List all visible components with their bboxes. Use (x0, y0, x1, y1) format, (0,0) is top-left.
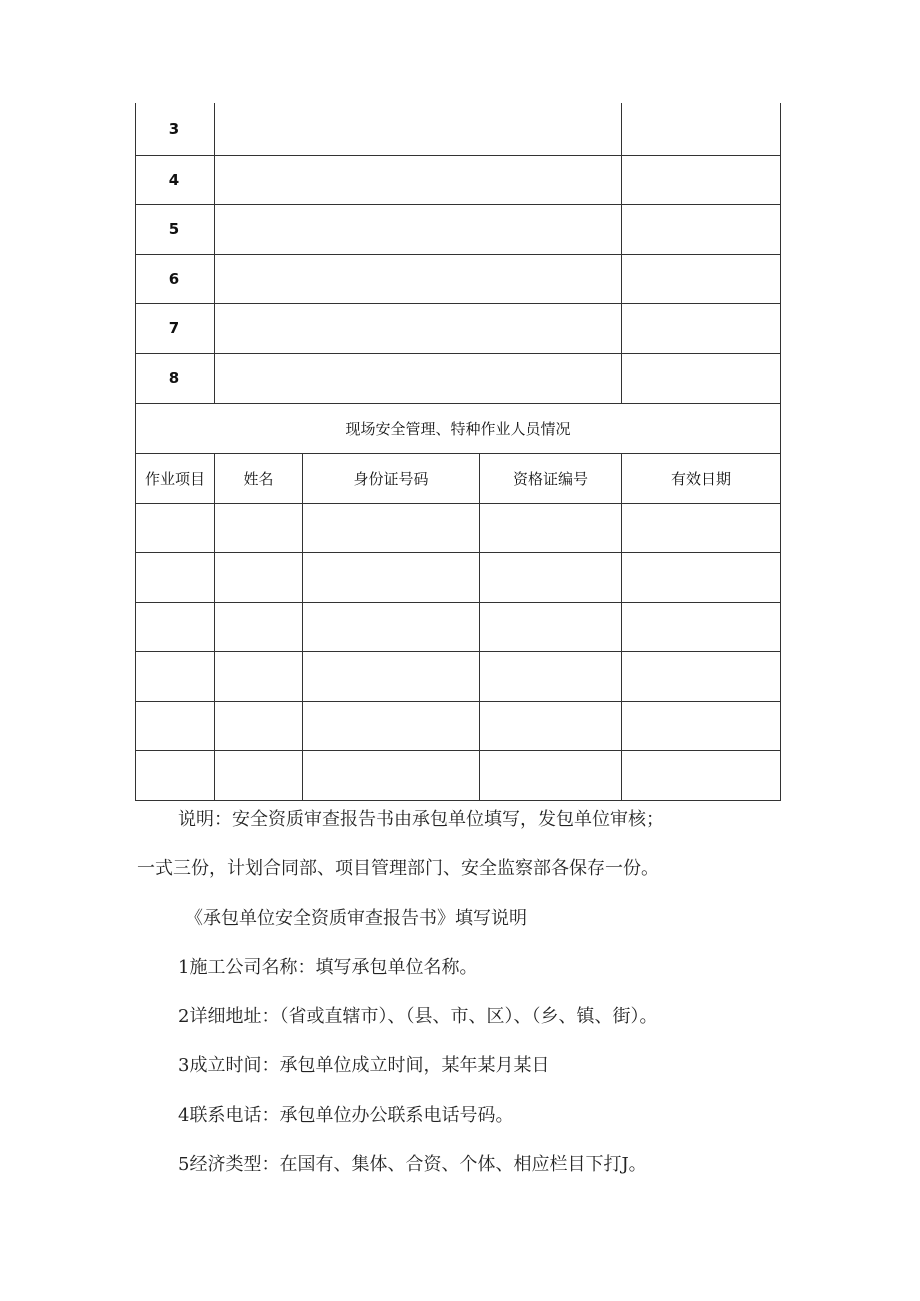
instruction-item: 1施工公司名称：填写承包单位名称。 (178, 957, 478, 978)
row-number-cell (136, 353, 215, 403)
personnel-cell[interactable] (303, 503, 480, 552)
personnel-cell[interactable] (622, 651, 781, 701)
item-content-cell[interactable] (215, 155, 622, 204)
column-header-name: 姓名 (215, 453, 303, 503)
personnel-cell[interactable] (480, 602, 622, 651)
personnel-cell[interactable] (480, 701, 622, 750)
personnel-header-row (136, 453, 781, 503)
personnel-cell[interactable] (480, 552, 622, 602)
item-row (136, 155, 781, 204)
row-number: 6 (168, 269, 180, 288)
personnel-cell[interactable] (215, 750, 303, 800)
column-header-id-number: 身份证号码 (303, 453, 480, 503)
personnel-cell[interactable] (622, 701, 781, 750)
personnel-row (136, 701, 781, 750)
personnel-cell[interactable] (215, 503, 303, 552)
row-number: 5 (168, 220, 180, 238)
instruction-item: 4联系电话：承包单位办公联系电话号码。 (178, 1105, 514, 1126)
instructions-heading: 《承包单位安全资质审查报告书》填写说明 (185, 908, 527, 929)
column-header-certificate-number: 资格证编号 (480, 453, 622, 503)
column-header-work-item: 作业项目 (136, 453, 215, 503)
personnel-row (136, 602, 781, 651)
section-title-row (136, 403, 781, 453)
instruction-item: 3成立时间：承包单位成立时间，某年某月某日 (178, 1055, 550, 1076)
personnel-cell[interactable] (215, 602, 303, 651)
item-extra-cell[interactable] (622, 204, 781, 254)
personnel-cell[interactable] (215, 552, 303, 602)
row-number-cell (136, 155, 215, 204)
personnel-row (136, 651, 781, 701)
row-number: 8 (168, 369, 180, 387)
row-number: 3 (168, 119, 180, 138)
personnel-cell[interactable] (480, 750, 622, 800)
personnel-cell[interactable] (136, 602, 215, 651)
personnel-cell[interactable] (303, 750, 480, 800)
row-number-cell (136, 204, 215, 254)
section-title: 现场安全管理、特种作业人员情况 (136, 403, 781, 453)
item-content-cell[interactable] (215, 353, 622, 403)
column-header-valid-date: 有效日期 (622, 453, 781, 503)
personnel-cell[interactable] (622, 602, 781, 651)
item-extra-cell[interactable] (622, 103, 781, 155)
item-content-cell[interactable] (215, 303, 622, 353)
row-number-cell (136, 103, 215, 155)
personnel-cell[interactable] (303, 651, 480, 701)
row-number-cell (136, 254, 215, 303)
personnel-cell[interactable] (136, 552, 215, 602)
personnel-row (136, 503, 781, 552)
item-extra-cell[interactable] (622, 155, 781, 204)
qualification-form-table (135, 103, 781, 801)
item-row (136, 254, 781, 303)
instruction-item: 2详细地址：（省或直辖市）、（县、市、区）、（乡、镇、街）。 (178, 1006, 658, 1027)
row-number-cell (136, 303, 215, 353)
personnel-row (136, 750, 781, 800)
personnel-cell[interactable] (303, 552, 480, 602)
item-extra-cell[interactable] (622, 353, 781, 403)
personnel-cell[interactable] (303, 602, 480, 651)
personnel-cell[interactable] (136, 503, 215, 552)
item-extra-cell[interactable] (622, 254, 781, 303)
personnel-cell[interactable] (480, 503, 622, 552)
personnel-cell[interactable] (215, 651, 303, 701)
instruction-item: 5经济类型：在国有、集体、合资、个体、相应栏目下打J。 (178, 1154, 647, 1175)
personnel-cell[interactable] (136, 750, 215, 800)
note-line-1: 说明：安全资质审查报告书由承包单位填写，发包单位审核； (178, 809, 664, 830)
note-line-2: 一式三份，计划合同部、项目管理部门、安全监察部各保存一份。 (137, 858, 659, 879)
personnel-row (136, 552, 781, 602)
item-extra-cell[interactable] (622, 303, 781, 353)
item-row (136, 303, 781, 353)
personnel-cell[interactable] (136, 651, 215, 701)
row-number: 4 (168, 170, 180, 189)
personnel-cell[interactable] (622, 552, 781, 602)
personnel-cell[interactable] (622, 750, 781, 800)
row-number: 7 (168, 319, 180, 337)
item-content-cell[interactable] (215, 204, 622, 254)
personnel-cell[interactable] (480, 651, 622, 701)
personnel-cell[interactable] (622, 503, 781, 552)
item-content-cell[interactable] (215, 254, 622, 303)
item-row (136, 353, 781, 403)
personnel-cell[interactable] (215, 701, 303, 750)
item-row (136, 103, 781, 155)
item-content-cell[interactable] (215, 103, 622, 155)
item-row (136, 204, 781, 254)
personnel-cell[interactable] (136, 701, 215, 750)
personnel-cell[interactable] (303, 701, 480, 750)
